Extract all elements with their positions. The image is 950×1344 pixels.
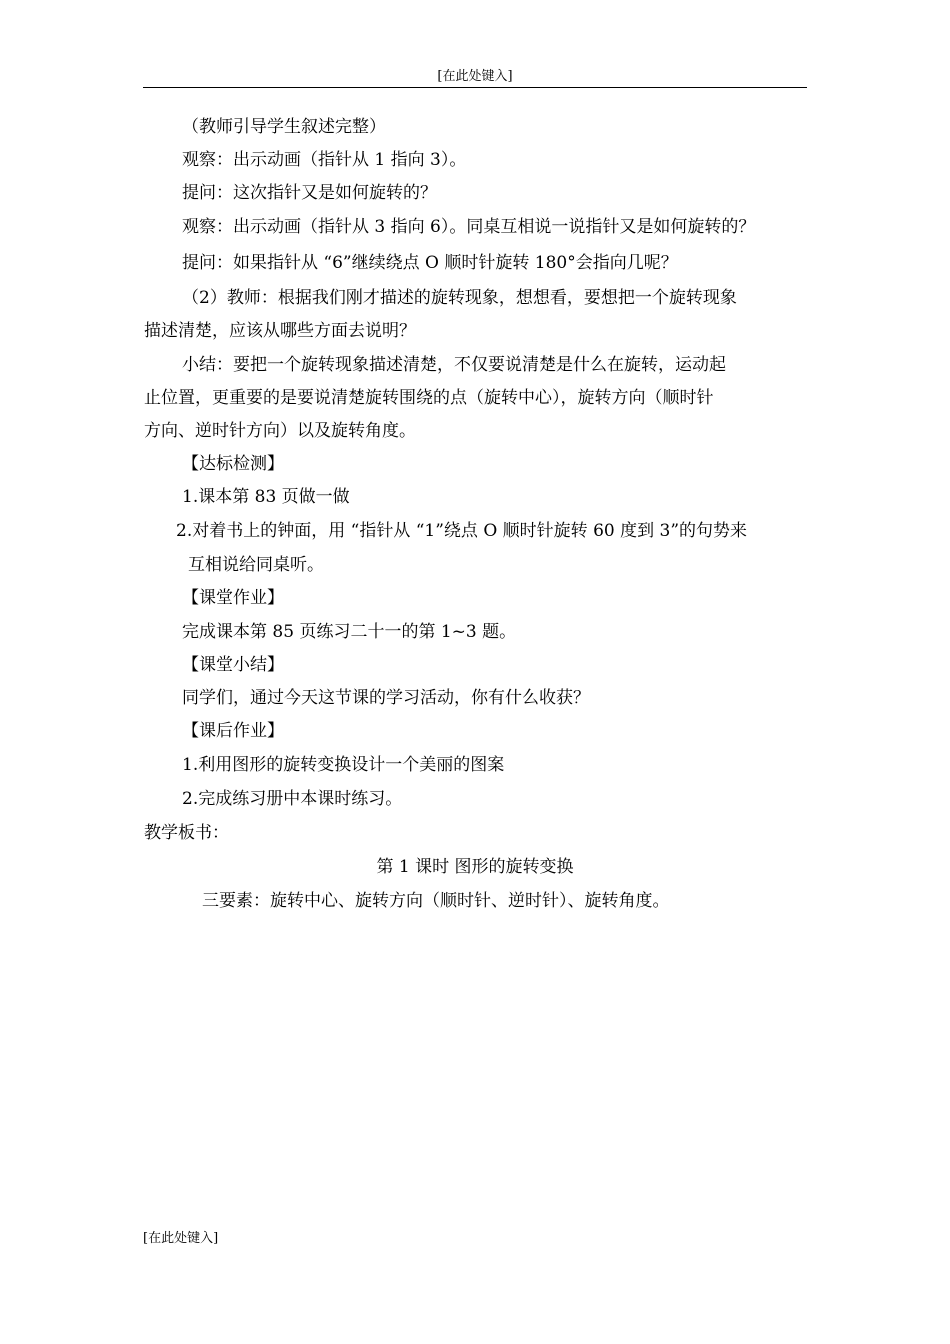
body-line: 2.完成练习册中本课时练习。 — [182, 789, 403, 809]
body-line: 观察：出示动画（指针从 1 指向 3）。 — [182, 150, 467, 170]
body-line: （教师引导学生叙述完整） — [182, 117, 386, 137]
board-line: 三要素：旋转中心、旋转方向（顺时针、逆时针）、旋转角度。 — [202, 891, 670, 911]
body-line: 1.课本第 83 页做一做 — [182, 487, 350, 507]
header-rule — [143, 87, 807, 88]
body-line: 2.对着书上的钟面，用 “指针从 “1”绕点 O 顺时针旋转 60 度到 3”的句势来 — [176, 521, 748, 541]
body-line: 方向、逆时针方向）以及旋转角度。 — [144, 421, 416, 441]
body-line: （2）教师：根据我们刚才描述的旋转现象，想想看，要想把一个旋转现象 — [182, 288, 737, 308]
section-heading: 【达标检测】 — [182, 454, 284, 474]
section-heading: 【课堂作业】 — [182, 588, 284, 608]
body-line: 1.利用图形的旋转变换设计一个美丽的图案 — [182, 755, 505, 775]
body-line: 止位置，更重要的是要说清楚旋转围绕的点（旋转中心），旋转方向（顺时针 — [144, 388, 714, 408]
body-line: 互相说给同桌听。 — [188, 555, 324, 575]
body-line: 观察：出示动画（指针从 3 指向 6）。同桌互相说一说指针又是如何旋转的？ — [182, 217, 756, 237]
section-heading: 【课后作业】 — [182, 721, 284, 741]
body-line: 小结：要把一个旋转现象描述清楚，不仅要说清楚是什么在旋转，运动起 — [182, 355, 726, 375]
body-line: 同学们，通过今天这节课的学习活动，你有什么收获？ — [182, 688, 590, 708]
board-title: 第 1 课时 图形的旋转变换 — [376, 857, 574, 877]
page-header: [在此处键入] — [437, 69, 513, 84]
body-line: 描述清楚，应该从哪些方面去说明？ — [144, 321, 416, 341]
section-heading: 【课堂小结】 — [182, 655, 284, 675]
page-footer: [在此处键入] — [143, 1231, 219, 1246]
body-line: 提问：这次指针又是如何旋转的？ — [182, 183, 437, 203]
body-line: 完成课本第 85 页练习二十一的第 1~3 题。 — [182, 622, 517, 642]
body-line: 提问：如果指针从 “6”继续绕点 O 顺时针旋转 180°会指向几呢？ — [182, 253, 678, 273]
body-line: 教学板书： — [144, 823, 229, 843]
